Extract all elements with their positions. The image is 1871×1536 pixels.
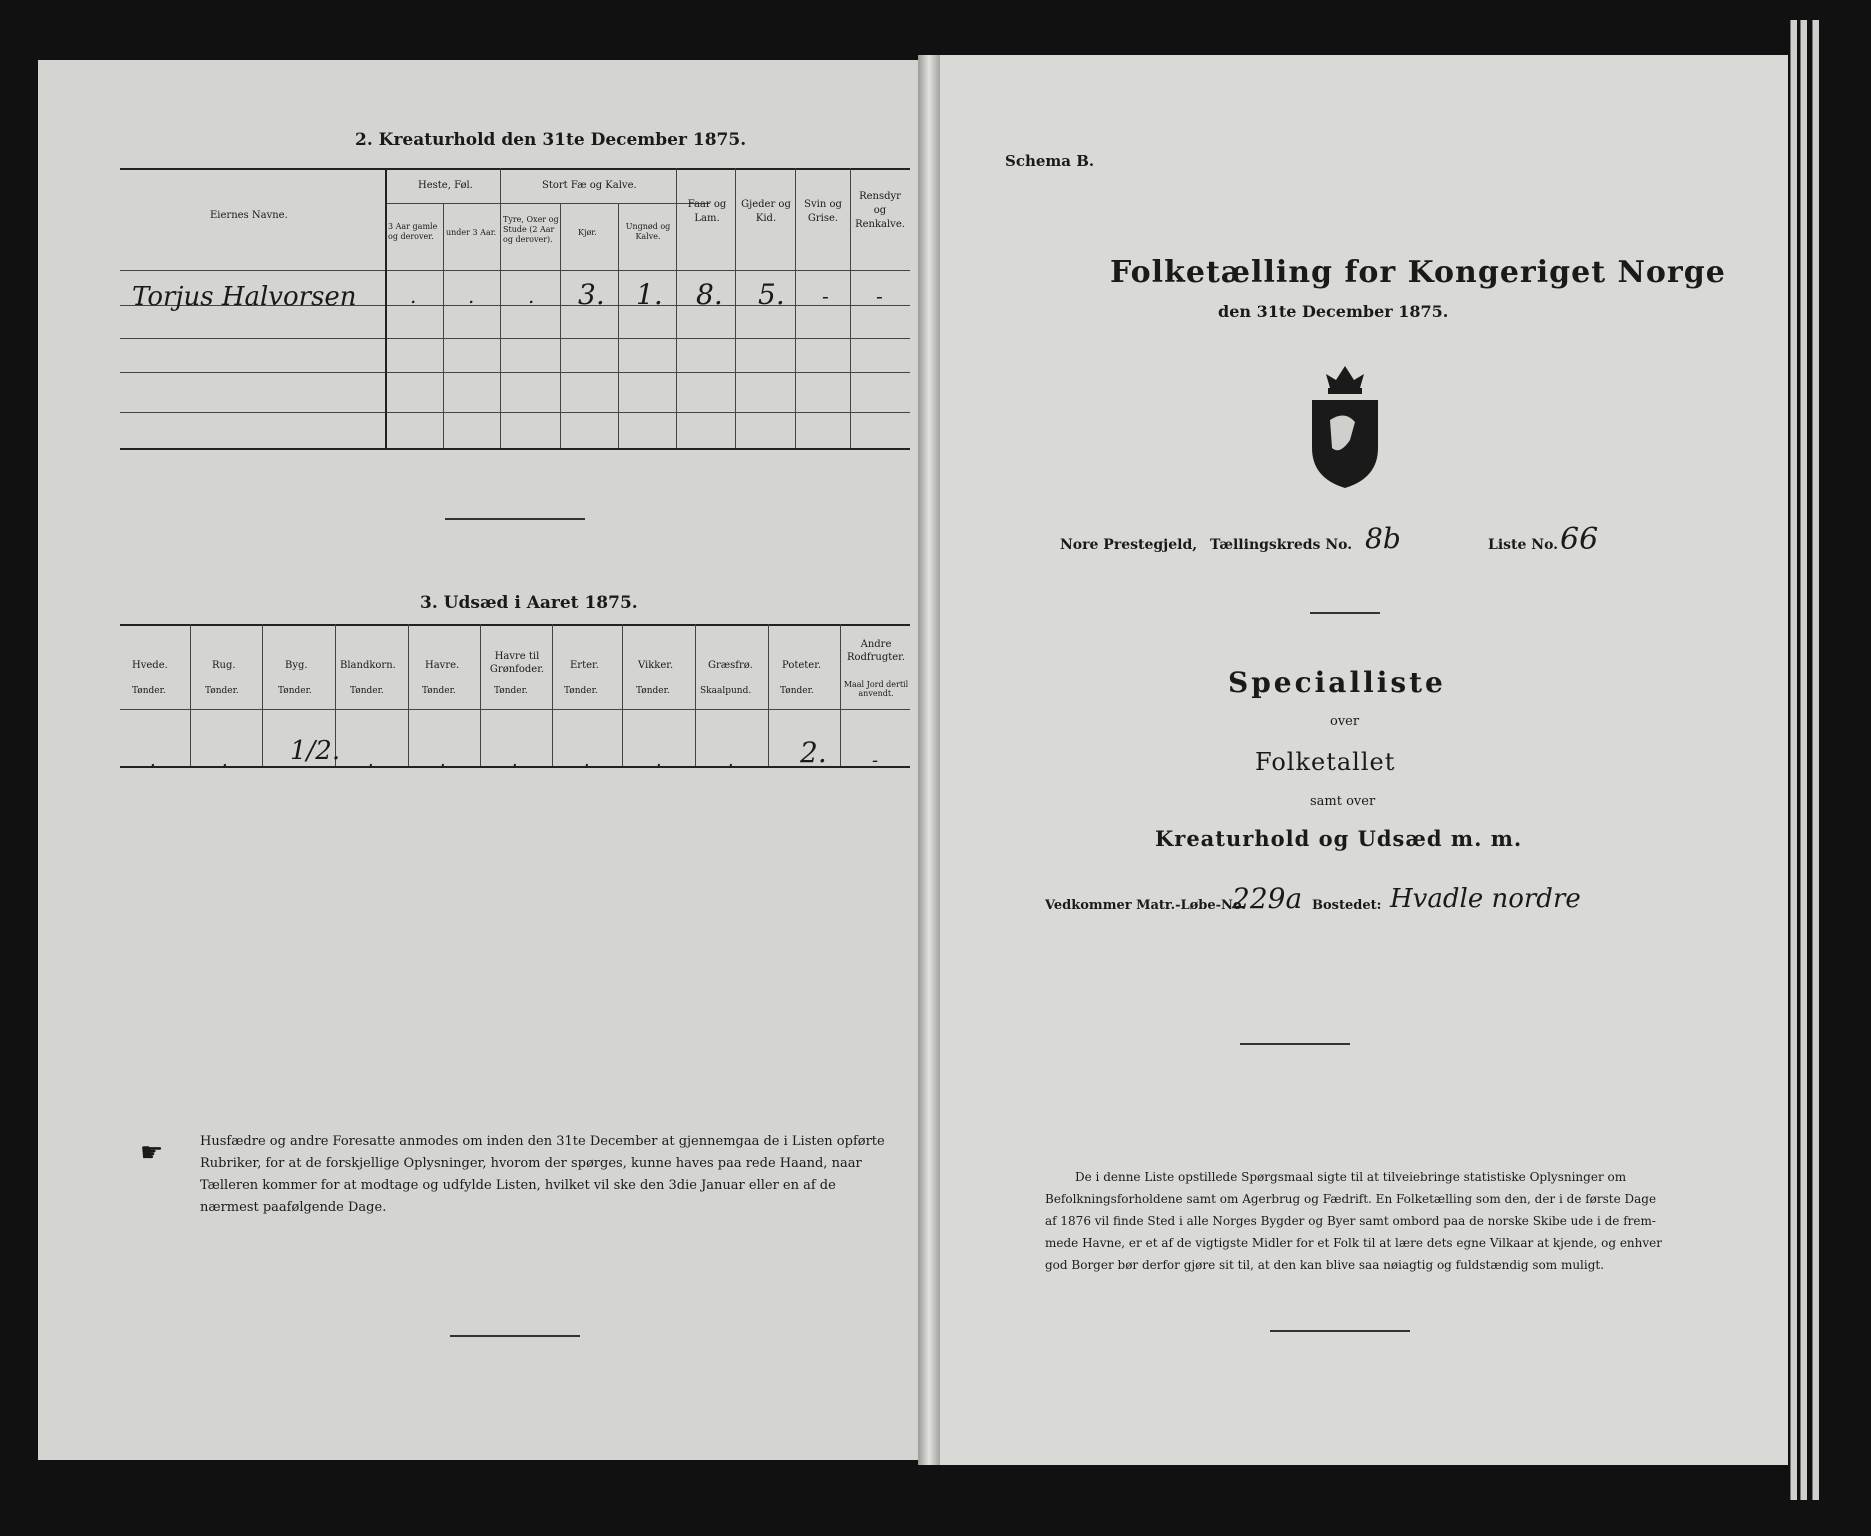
coat-of-arms-icon [1300, 360, 1390, 490]
seed-col-name: Blandkorn. [340, 660, 396, 671]
seed-col-name: Poteter. [782, 660, 822, 671]
livestock-value: . [468, 284, 475, 308]
table-rule [120, 448, 910, 450]
table-column-rule [676, 168, 677, 448]
table-rule [385, 203, 710, 204]
seed-col-name: Andre Rodfrugter. [846, 639, 906, 663]
seed-value: . [440, 750, 446, 771]
livestock-col-header: Tyre, Oxer og Stude (2 Aar og derover). [503, 215, 559, 244]
seed-col-name: Hvede. [132, 660, 168, 671]
prestegjeld: Nore Prestegjeld, [1060, 537, 1198, 553]
stort-fae-header: Stort Fæ og Kalve. [542, 180, 637, 191]
notice-line: nærmest paafølgende Dage. [200, 1200, 387, 1215]
seed-value: . [656, 750, 662, 771]
livestock-col-header: Kjør. [578, 228, 597, 237]
seed-col-unit: Skaalpund. [700, 686, 752, 696]
footer-line: god Borger bør derfor gjøre sit til, at den kan blive saa nøiagtig og fuldstændig som muligt. [1045, 1258, 1605, 1272]
separator [1310, 612, 1380, 614]
footer-line: af 1876 vil finde Sted i alle Norges Bygder og Byer samt ombord paa de norske Skibe ude i de frem- [1045, 1214, 1656, 1228]
livestock-value: - [822, 284, 829, 308]
separator [450, 1335, 580, 1337]
table-column-rule [190, 624, 191, 766]
table-rule [120, 624, 910, 626]
page-edge [1812, 20, 1819, 1500]
seed-value: . [150, 750, 156, 771]
livestock-value: 5. [758, 278, 785, 311]
bostedet-label: Bostedet: [1312, 898, 1382, 913]
notice-line: Husfædre og andre Foresatte anmodes om inden den 31te December at gjennemgaa de i Listen opførte [200, 1134, 885, 1149]
table-column-rule [618, 203, 619, 448]
table-column-rule [560, 203, 561, 448]
seed-col-name: Havre. [425, 660, 460, 671]
table-column-rule [385, 168, 387, 448]
table-column-rule [408, 624, 409, 766]
livestock-col-header: Ungnød og Kalve. [625, 222, 671, 241]
schema-label: Schema B. [1005, 152, 1095, 170]
seed-col-unit: Tønder. [205, 686, 239, 696]
table-column-rule [850, 168, 851, 448]
seed-col-unit: Tønder. [422, 686, 456, 696]
main-title: Folketælling for Kongeriget Norge [1110, 255, 1726, 290]
notice-line: Tælleren kommer for at modtage og udfylde Listen, hvilket vil ske den 3die Januar eller en af de [200, 1178, 836, 1193]
table-column-rule [840, 624, 841, 766]
seed-value: . [368, 750, 374, 771]
seed-col-name: Rug. [212, 660, 236, 671]
seed-col-name: Havre til Grønfoder. [489, 651, 545, 675]
table-column-rule [735, 168, 736, 448]
table-column-rule [262, 624, 263, 766]
owner-name: Torjus Halvorsen [132, 282, 357, 312]
liste-number: 66 [1560, 522, 1599, 557]
seed-col-unit: Tønder. [636, 686, 670, 696]
seed-col-unit: Tønder. [132, 686, 166, 696]
table-rule [120, 372, 910, 373]
separator [1240, 1043, 1350, 1045]
over-label: over [1330, 714, 1360, 729]
livestock-value: . [528, 284, 535, 308]
section3-title: 3. Udsæd i Aaret 1875. [420, 593, 638, 613]
section2-title: 2. Kreaturhold den 31te December 1875. [355, 130, 747, 150]
table-column-rule [552, 624, 553, 766]
table-column-rule [622, 624, 623, 766]
table-column-rule [443, 203, 444, 448]
seed-col-name: Græsfrø. [708, 660, 753, 671]
footer-line: Befolkningsforholdene samt om Agerbrug og Fædrift. En Folketælling som den, der i de første Dage [1045, 1192, 1657, 1206]
matr-label: Vedkommer Matr.-Løbe-No. [1045, 898, 1246, 913]
seed-value: . [222, 750, 228, 771]
seed-col-unit: Tønder. [494, 686, 528, 696]
heste-header: Heste, Føl. [418, 180, 473, 191]
page-edge [1800, 20, 1807, 1500]
seed-col-unit: Tønder. [780, 686, 814, 696]
specialliste-title: Specialliste [1228, 666, 1446, 699]
seed-col-name: Erter. [570, 660, 599, 671]
liste-label: Liste No. [1488, 537, 1559, 553]
table-rule [120, 270, 910, 271]
seed-col-unit: Maal Jord dertil anvendt. [843, 680, 909, 698]
livestock-value: - [876, 284, 883, 308]
page-edge [1790, 20, 1797, 1500]
folketallet: Folketallet [1255, 748, 1396, 776]
livestock-col-header: Gjeder og Kid. [741, 199, 791, 224]
kreds-number: 8b [1365, 522, 1401, 555]
table-column-rule [768, 624, 769, 766]
kreds-label: Tællingskreds No. [1210, 537, 1353, 553]
footer-line: De i denne Liste opstillede Spørgsmaal sigte til at tilveiebringe statistiske Oplysninger om [1075, 1170, 1627, 1184]
table-column-rule [695, 624, 696, 766]
seed-value: . [584, 750, 590, 771]
livestock-col-header: Rensdyr og Renkalve. [855, 191, 905, 230]
separator [445, 518, 585, 520]
date-line: den 31te December 1875. [1218, 302, 1449, 321]
seed-col-name: Byg. [285, 660, 308, 671]
livestock-col-header: Faar og Lam. [687, 199, 727, 224]
book-spine [918, 55, 940, 1465]
table-rule [120, 338, 910, 339]
notice-line: Rubriker, for at de forskjellige Oplysninger, hvorom der spørges, kunne haves paa rede Haand, naar [200, 1156, 862, 1171]
table-column-rule [480, 624, 481, 766]
livestock-value: 1. [636, 278, 663, 311]
seed-col-unit: Tønder. [278, 686, 312, 696]
seed-value: 1/2. [290, 736, 341, 766]
footer-line: mede Havne, er et af de vigtigste Midler for et Folk til at lære dets egne Vilkaar at kjende, og enhver [1045, 1236, 1663, 1250]
seed-col-unit: Tønder. [564, 686, 598, 696]
livestock-value: 3. [578, 278, 605, 311]
seed-col-name: Vikker. [638, 660, 674, 671]
pointing-hand-icon: ☛ [140, 1138, 164, 1168]
livestock-col-header: under 3 Aar. [446, 228, 497, 237]
livestock-col-header: 3 Aar gamle og derover. [388, 222, 438, 241]
owner-header: Eiernes Navne. [210, 210, 288, 221]
livestock-value: . [410, 284, 417, 308]
table-column-rule [795, 168, 796, 448]
samt-over-label: samt over [1310, 794, 1376, 809]
table-rule [120, 168, 910, 170]
seed-value: . [728, 750, 734, 771]
table-rule [120, 709, 910, 710]
seed-col-unit: Tønder. [350, 686, 384, 696]
kreaturhold-title: Kreaturhold og Udsæd m. m. [1155, 826, 1523, 851]
seed-value: - [872, 750, 879, 771]
table-rule [120, 412, 910, 413]
separator [1270, 1330, 1410, 1332]
table-column-rule [500, 168, 501, 448]
matr-number: 229a [1232, 882, 1303, 915]
seed-value: . [512, 750, 518, 771]
livestock-value: 8. [696, 278, 723, 311]
bostedet-value: Hvadle nordre [1390, 884, 1581, 914]
seed-value: 2. [800, 736, 827, 769]
livestock-col-header: Svin og Grise. [804, 199, 842, 224]
